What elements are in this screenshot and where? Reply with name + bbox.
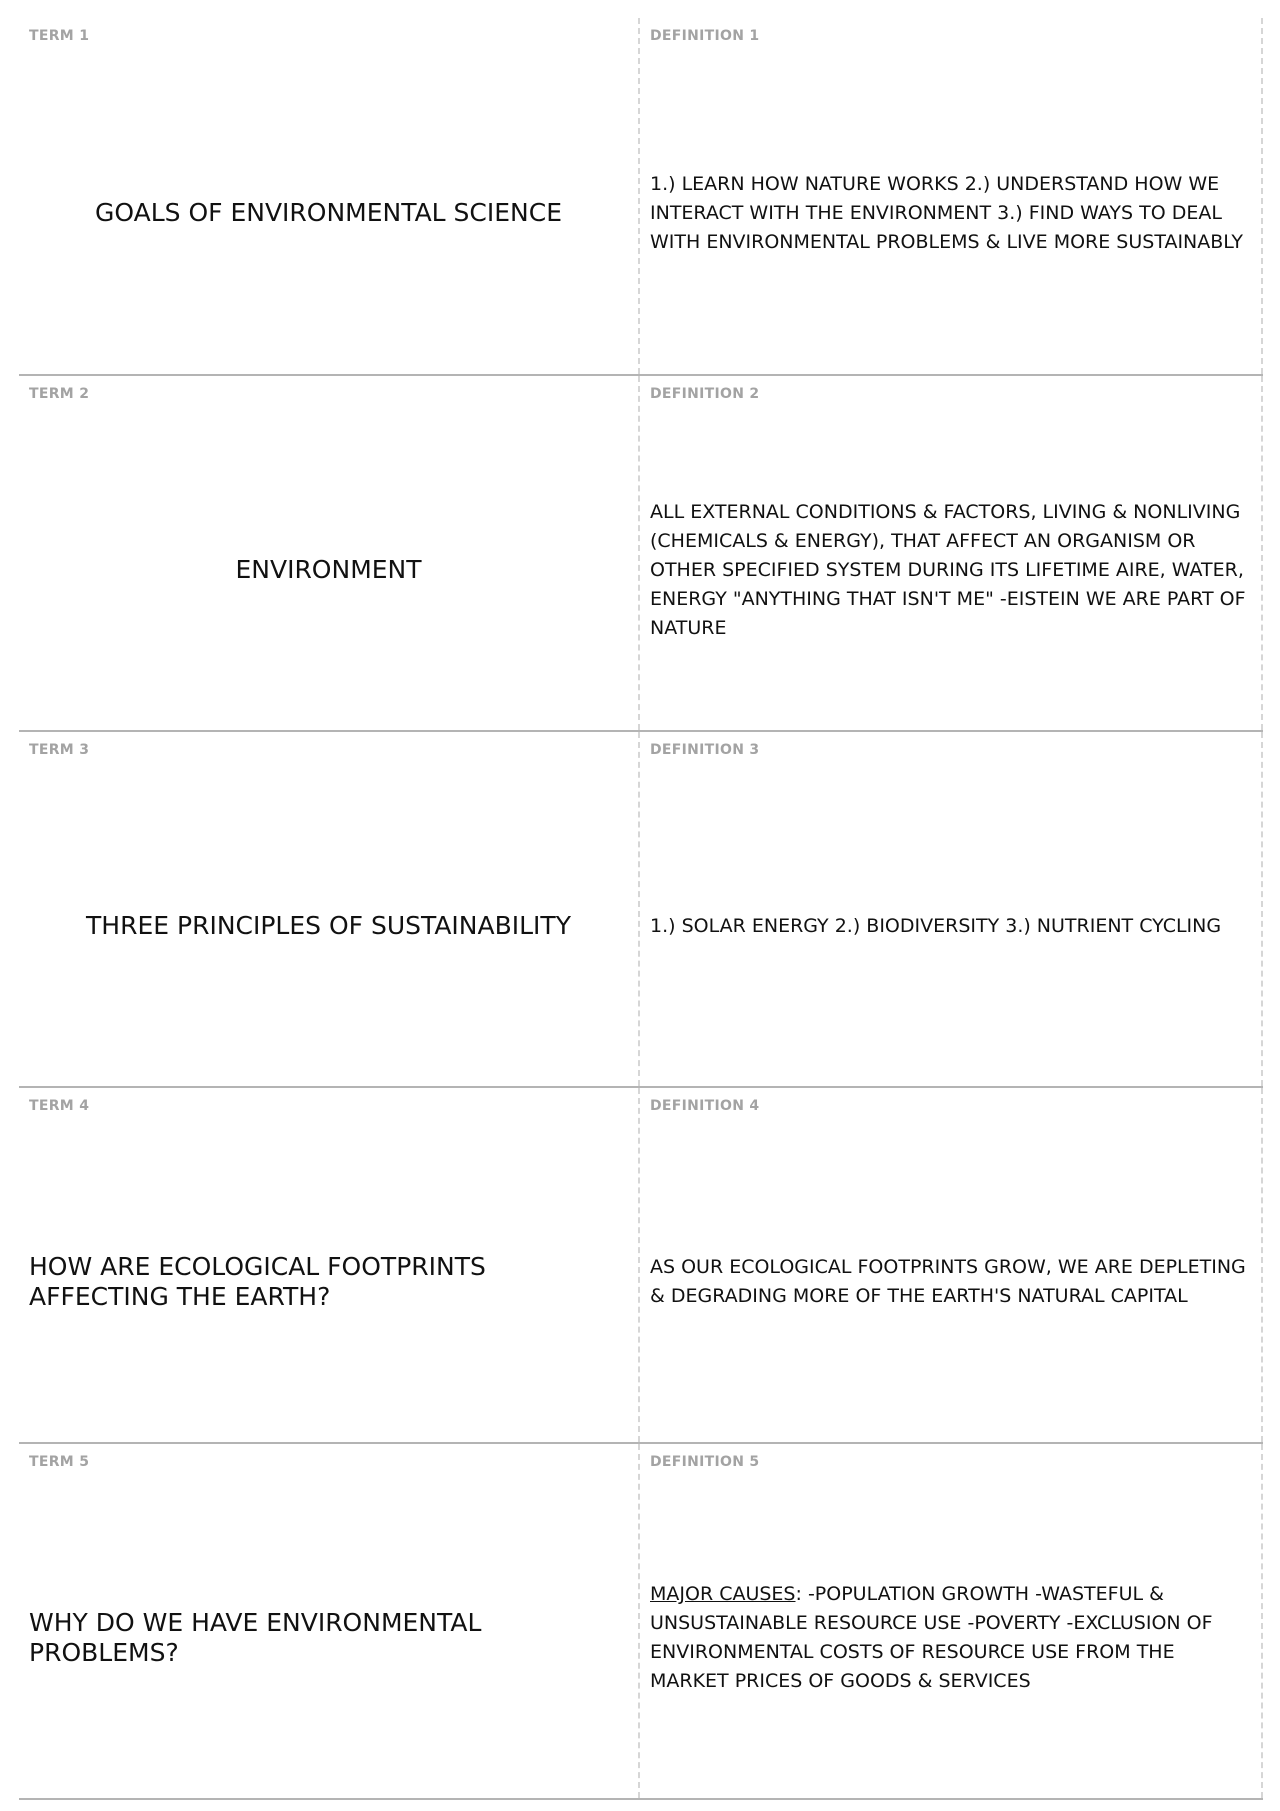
definition-text: 1.) LEARN HOW NATURE WORKS 2.) UNDERSTAND HOW WE INTERACT WITH THE ENVIRONMENT 3.) FIND WAYS TO DEAL WITH ENVIRONMENTAL PROBLEMS & LIVE MORE SUSTAINABLY: [650, 172, 1243, 253]
term-content: [29, 420, 628, 720]
term-cell: [19, 18, 640, 374]
term-label: TERM 2: [29, 386, 90, 402]
term-cell: [19, 732, 640, 1086]
term-text: WHY DO WE HAVE ENVIRONMENTAL PROBLEMS?: [29, 1608, 482, 1667]
definition-text: ALL EXTERNAL CONDITIONS & FACTORS, LIVING & NONLIVING (CHEMICALS & ENERGY), THAT AFFECT AN ORGANISM OR OTHER SPECIFIED SYSTEM DURING ITS LIFETIME AIRE, WATER, ENERGY "ANYTHING THAT ISN'T ME" -EISTEIN WE ARE PART OF NATURE: [650, 500, 1246, 639]
definition-label: DEFINITION 3: [650, 742, 760, 758]
definition-label: DEFINITION 5: [650, 1454, 760, 1470]
definition-content: [650, 62, 1251, 364]
definition-content: [650, 776, 1251, 1076]
term-text: GOALS OF ENVIRONMENTAL SCIENCE: [94, 198, 562, 227]
flashcard-row: [19, 18, 1263, 376]
term-content: [29, 62, 628, 364]
term-cell: [19, 1444, 640, 1798]
definition-cell: [640, 1444, 1263, 1798]
definition-heading: MAJOR CAUSES: [650, 1583, 796, 1605]
definition-body: : -POPULATION GROWTH -WASTEFUL & UNSUSTAINABLE RESOURCE USE -POVERTY -EXCLUSION OF ENVIRONMENTAL COSTS OF RESOURCE USE FROM THE MARKET PRICES OF GOODS & SERVICES: [650, 1583, 1213, 1692]
definition-cell: [640, 1088, 1263, 1442]
definition-label: DEFINITION 1: [650, 28, 760, 44]
term-label: TERM 5: [29, 1454, 90, 1470]
definition-label: DEFINITION 2: [650, 386, 760, 402]
flashcard-row: [19, 376, 1263, 732]
flashcard-sheet: [19, 18, 1263, 1800]
term-cell: [19, 376, 640, 730]
definition-text: AS OUR ECOLOGICAL FOOTPRINTS GROW, WE ARE DEPLETING & DEGRADING MORE OF THE EARTH'S NATURAL CAPITAL: [650, 1256, 1246, 1307]
flashcard-row: [19, 1444, 1263, 1800]
term-content: [29, 1488, 628, 1788]
definition-text: [650, 1580, 1251, 1696]
term-text: HOW ARE ECOLOGICAL FOOTPRINTS AFFECTING THE EARTH?: [29, 1252, 486, 1311]
term-content: [29, 776, 628, 1076]
flashcard-row: [19, 1088, 1263, 1444]
term-label: TERM 1: [29, 28, 90, 44]
flashcard-row: [19, 732, 1263, 1088]
definition-content: [650, 1132, 1251, 1432]
definition-content: [650, 1488, 1251, 1788]
definition-cell: [640, 732, 1263, 1086]
definition-text: 1.) SOLAR ENERGY 2.) BIODIVERSITY 3.) NUTRIENT CYCLING: [650, 914, 1222, 937]
definition-cell: [640, 376, 1263, 730]
definition-cell: [640, 18, 1263, 374]
definition-content: [650, 420, 1251, 720]
term-cell: [19, 1088, 640, 1442]
definition-label: DEFINITION 4: [650, 1098, 760, 1114]
term-label: TERM 4: [29, 1098, 90, 1114]
term-content: [29, 1132, 628, 1432]
term-text: THREE PRINCIPLES OF SUSTAINABILITY: [86, 911, 571, 940]
term-text: ENVIRONMENT: [235, 555, 422, 584]
term-label: TERM 3: [29, 742, 90, 758]
